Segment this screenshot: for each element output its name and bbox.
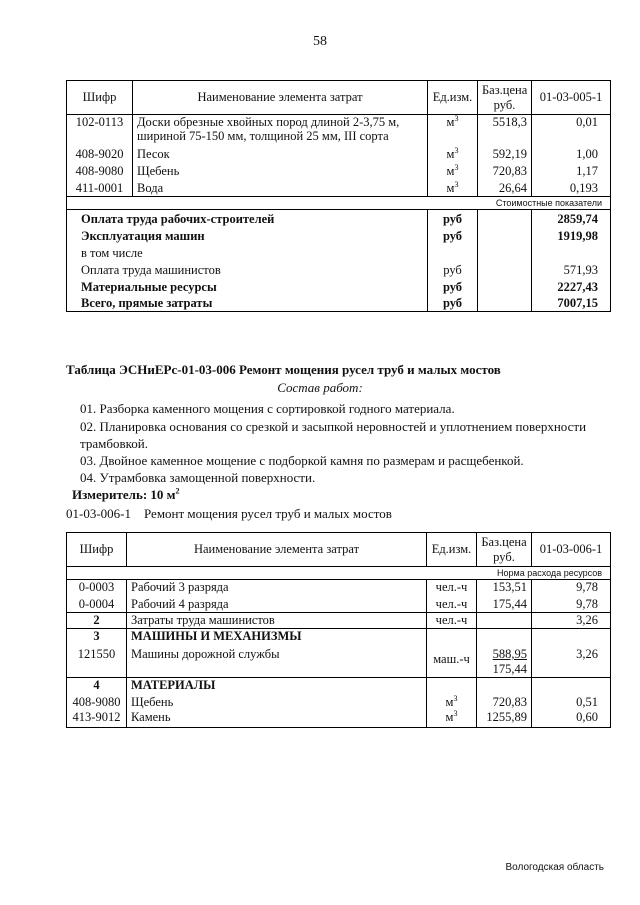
header-unit: Ед.изм.	[428, 81, 478, 115]
work-step: 02. Планировка основания со срезкой и засыпкой неровностей и уплотнением поверхности трамбовкой.	[80, 419, 587, 451]
table-row: 408-9080 Щебень $м^3$ 720,83 1,17	[67, 162, 611, 179]
table-row: 102-0113 Доски обрезные хвойных пород длиной 2-3,75 м, шириной 75-150 мм, толщиной 25 мм, III сорта $м^3$ 5518,3 0,01	[67, 115, 611, 144]
header-name: Наименование элемента затрат	[133, 81, 428, 115]
table-row: 121550 Машины дорожной службы маш.-ч 588,95 175,44 3,26	[67, 644, 611, 678]
section-label: Норма расхода ресурсов	[67, 567, 611, 580]
cost-row: Оплата труда машинистов руб 571,93	[67, 261, 611, 278]
header-norm: 01-03-006-1	[532, 533, 611, 567]
footer-region: Вологодская область	[505, 862, 604, 873]
work-step: 03. Двойное каменное мощение с подборкой камня по размерам и расщебенкой.	[80, 453, 524, 468]
table-title: Таблица ЭСНиЕРс-01-03-006 Ремонт мощения русел труб и малых мостов	[66, 362, 501, 377]
table-row: 2 Затраты труда машинистов чел.-ч 3,26	[67, 613, 611, 629]
table-row: 4 МАТЕРИАЛЫ	[67, 678, 611, 694]
cost-row: Всего, прямые затраты руб 7007,15	[67, 295, 611, 312]
header-norm: 01-03-005-1	[532, 81, 611, 115]
norm-code-line: 01-03-006-1 Ремонт мощения русел труб и малых мостов	[66, 506, 392, 521]
table-row: 411-0001 Вода $м^3$ 26,64 0,193	[67, 179, 611, 197]
measure-unit: Измеритель: 10 $м^2$	[72, 486, 180, 502]
section-row	[67, 197, 611, 210]
cost-row: Эксплуатация машин руб 1919,98	[67, 227, 611, 244]
section-label: Стоимостные показатели	[67, 197, 611, 210]
header-code: Шифр	[67, 533, 127, 567]
table-row: 413-9012 Камень $м^3$ 1255,89 0,60	[67, 710, 611, 728]
table-header	[67, 81, 611, 115]
page-number: 58	[313, 34, 327, 49]
cost-row: в том числе	[67, 244, 611, 261]
table-header	[67, 533, 611, 567]
resource-table-1	[66, 80, 611, 312]
table-row: 408-9020 Песок $м^3$ 592,19 1,00	[67, 143, 611, 162]
resource-table-2	[66, 532, 611, 728]
table-row: 0-0003 Рабочий 3 разряда чел.-ч 153,51 9,78	[67, 580, 611, 596]
cost-row: Оплата труда рабочих-строителей руб 2859,74	[67, 210, 611, 228]
table-row: 0-0004 Рабочий 4 разряда чел.-ч 175,44 9,78	[67, 595, 611, 613]
table-row: 408-9080 Щебень $м^3$ 720,83 0,51	[67, 693, 611, 710]
section-row	[67, 567, 611, 580]
work-composition-heading: Состав работ:	[277, 380, 363, 395]
header-price: Баз.цена руб.	[478, 81, 532, 115]
header-price: Баз.цена руб.	[477, 533, 532, 567]
cost-row: Материальные ресурсы руб 2227,43	[67, 278, 611, 295]
table-row: 3 МАШИНЫ И МЕХАНИЗМЫ	[67, 629, 611, 645]
header-code: Шифр	[67, 81, 133, 115]
work-step: 04. Утрамбовка замощенной поверхности.	[80, 470, 316, 485]
header-unit: Ед.изм.	[427, 533, 477, 567]
header-name: Наименование элемента затрат	[127, 533, 427, 567]
work-step: 01. Разборка каменного мощения с сортировкой годного материала.	[80, 401, 455, 416]
